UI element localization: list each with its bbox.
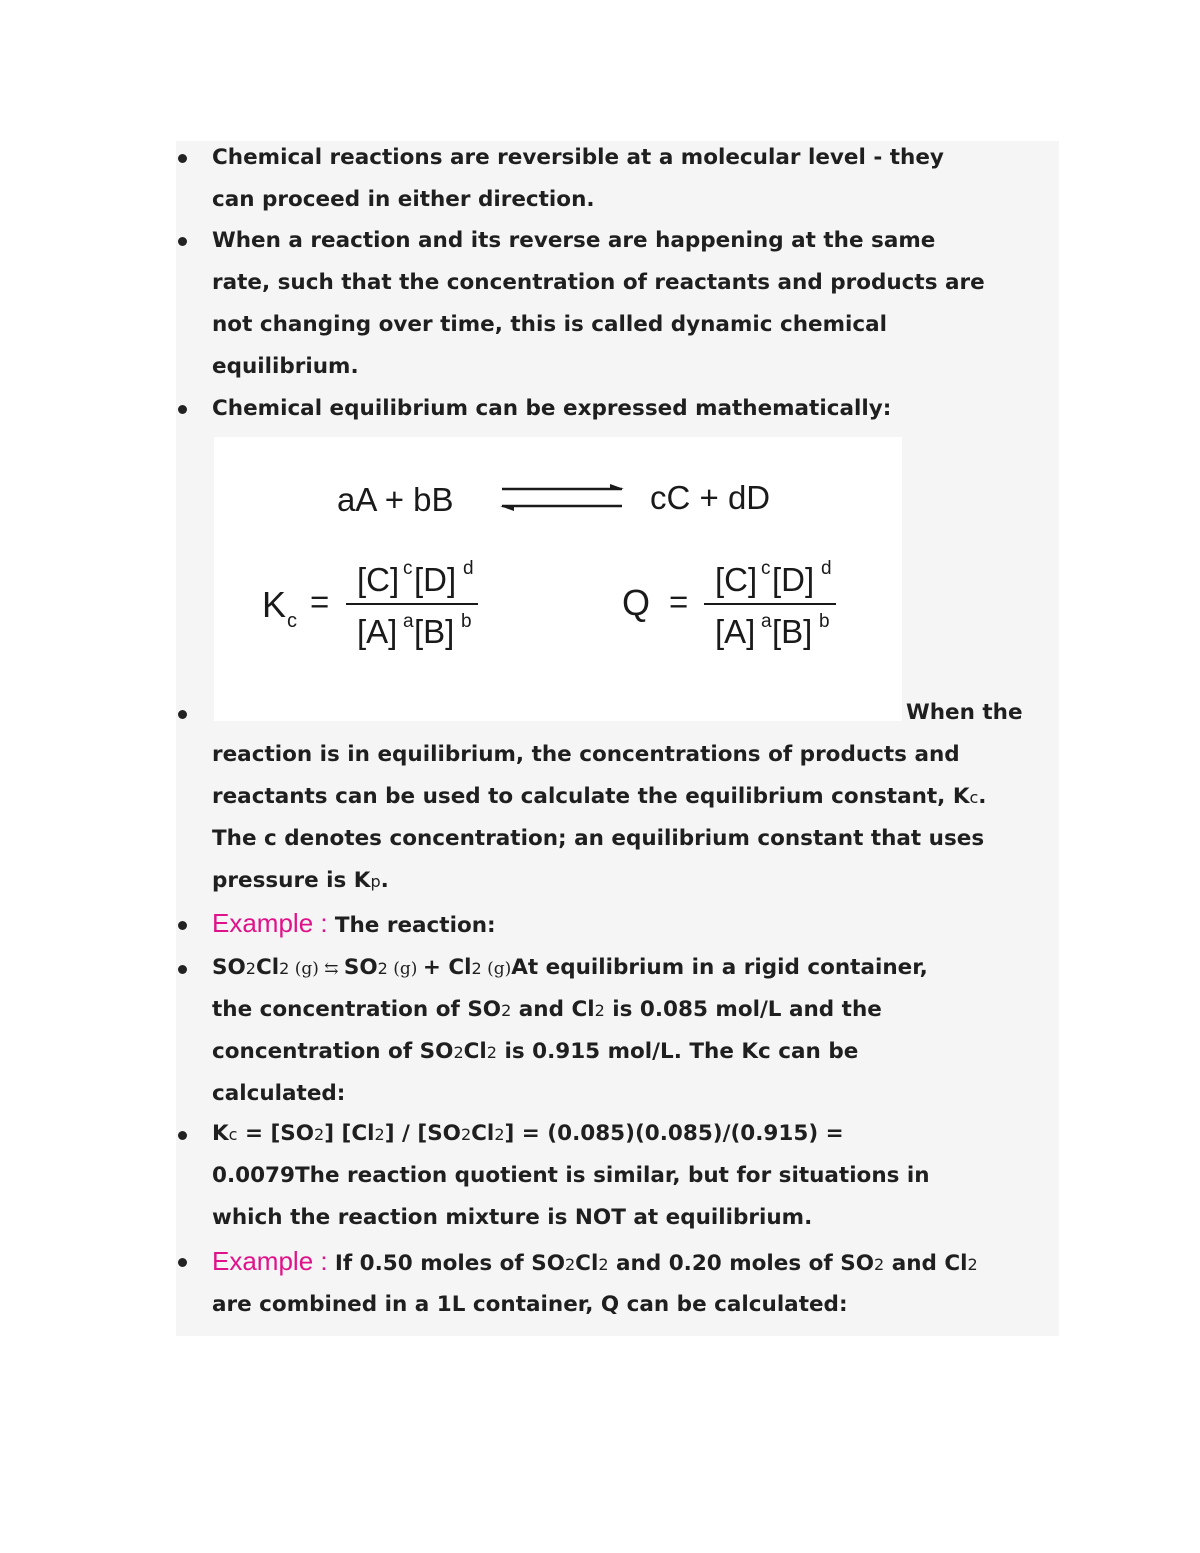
- bullet-kc-calculation: [212, 1113, 1062, 1239]
- kc-numerator-d: [D]: [414, 561, 457, 598]
- q-denominator-a-exp: a: [761, 611, 772, 632]
- q-symbol: Q: [622, 582, 651, 623]
- kc-equals: =: [310, 583, 330, 620]
- bullet-dot: [178, 237, 187, 246]
- text-fragment: and Cl: [511, 997, 595, 1022]
- text-line: rate, such that the concentration of reactants and products are: [212, 270, 985, 295]
- equilibrium-arrows-icon: [500, 484, 624, 511]
- kc-symbol: K: [262, 584, 287, 625]
- text-line: [212, 989, 1062, 1031]
- bullet-dot: [178, 965, 187, 974]
- text-fragment: and 0.20 moles of SO: [608, 1251, 875, 1276]
- subscript: p: [370, 872, 381, 891]
- text-line: 0.0079The reaction quotient is similar, but for situations in: [212, 1163, 930, 1188]
- text-line: [212, 947, 1062, 989]
- text-line: can proceed in either direction.: [212, 187, 595, 212]
- bullet-dot: [178, 154, 187, 163]
- text-fragment: (g): [481, 959, 512, 979]
- text-line: [212, 776, 1062, 818]
- subscript: 2: [471, 959, 482, 978]
- text-fragment: ] = (0.085)(0.085)/(0.915) =: [504, 1121, 844, 1146]
- example-label: Example :: [212, 908, 335, 938]
- text-line: [212, 1240, 1062, 1282]
- text-line: Chemical reactions are reversible at a molecular level - they: [212, 145, 944, 170]
- subscript: 2: [374, 1125, 385, 1144]
- subscript: c: [969, 788, 979, 807]
- text-line: Chemical equilibrium can be expressed mathematically:: [212, 396, 892, 421]
- subscript: 2: [486, 1043, 497, 1062]
- subscript: 2: [279, 959, 290, 978]
- subscript: 2: [598, 1255, 609, 1274]
- text-fragment: concentration of SO: [212, 1039, 454, 1064]
- text-fragment: Cl: [575, 1251, 599, 1276]
- text-line: [212, 1031, 1062, 1073]
- bullet-dot: [178, 1258, 187, 1267]
- subscript: 2: [245, 959, 256, 978]
- q-denominator-a: [A]: [715, 613, 756, 650]
- text-line: The c denotes concentration; an equilibrium constant that uses: [212, 826, 985, 851]
- bullet-so2cl2-reaction: [212, 947, 1062, 1115]
- bullet-example-reaction: [212, 902, 1062, 944]
- subscript: 2: [501, 1001, 512, 1020]
- text-fragment: + Cl: [422, 955, 472, 980]
- text-fragment: is 0.085 mol/L and the: [604, 997, 882, 1022]
- text-fragment: Cl: [463, 1039, 487, 1064]
- text-fragment: ] [Cl: [324, 1121, 375, 1146]
- text-line: which the reaction mixture is NOT at equilibrium.: [212, 1205, 813, 1230]
- bullet-dynamic-equilibrium: [212, 220, 1062, 388]
- text-fragment: and Cl: [884, 1251, 968, 1276]
- q-numerator-d: [D]: [772, 561, 815, 598]
- text-line: are combined in a 1L container, Q can be calculated:: [212, 1292, 848, 1317]
- subscript: 2: [460, 1125, 472, 1144]
- bullet-dot: [178, 405, 187, 414]
- text-fragment: (g): [387, 959, 423, 979]
- kc-subscript: c: [287, 610, 297, 632]
- text-line: equilibrium.: [212, 354, 359, 379]
- text-fragment: When the: [906, 700, 1023, 725]
- subscript: 2: [564, 1255, 576, 1274]
- text-fragment: At equilibrium in a rigid container,: [511, 955, 928, 980]
- text-line: When a reaction and its reverse are happening at the same: [212, 228, 936, 253]
- text-fragment: ] / [SO: [384, 1121, 461, 1146]
- text-fragment: pressure is K: [212, 868, 371, 893]
- kc-numerator-c: [C]: [357, 561, 400, 598]
- subscript: 2: [314, 1125, 325, 1144]
- text-fragment: SO: [343, 955, 378, 980]
- text-fragment: (g) ⇆: [289, 959, 344, 979]
- q-numerator-c-exp: c: [761, 558, 771, 579]
- text-line: [212, 902, 1062, 944]
- text-fragment: SO: [212, 955, 246, 980]
- text-fragment: = [SO: [237, 1121, 315, 1146]
- kc-denominator-a: [A]: [357, 613, 398, 650]
- bullet-reversible: [212, 137, 1062, 221]
- q-denominator-b-exp: b: [819, 611, 830, 632]
- subscript: 2: [494, 1125, 505, 1144]
- kc-denominator-b-exp: b: [461, 611, 472, 632]
- kc-denominator-b: [B]: [414, 613, 455, 650]
- bullet-equilibrium-constant: [212, 692, 1062, 902]
- q-equals: =: [669, 583, 689, 620]
- text-fragment: reactants can be used to calculate the equilibrium constant, K: [212, 784, 970, 809]
- reaction-left: aA + bB: [337, 481, 454, 518]
- bullet-dot: [178, 1131, 187, 1140]
- kc-denominator-a-exp: a: [403, 611, 414, 632]
- text-line: not changing over time, this is called dynamic chemical: [212, 312, 887, 337]
- kc-numerator-c-exp: c: [403, 558, 413, 579]
- text-line: [212, 860, 1062, 902]
- q-numerator-c: [C]: [715, 561, 758, 598]
- text-fragment: Cl: [471, 1121, 495, 1146]
- bullet-dot: [178, 710, 187, 719]
- text-fragment: .: [978, 784, 987, 809]
- text-line: calculated:: [212, 1081, 346, 1106]
- text-fragment: Cl: [255, 955, 280, 980]
- subscript: 2: [874, 1255, 885, 1274]
- text-fragment: If 0.50 moles of SO: [334, 1251, 565, 1276]
- text-line: [212, 692, 1062, 734]
- subscript: c: [228, 1125, 238, 1144]
- subscript: 2: [594, 1001, 605, 1020]
- subscript: 2: [967, 1255, 978, 1274]
- text-fragment: is 0.915 mol/L. The Kc can be: [496, 1039, 859, 1064]
- q-numerator-d-exp: d: [821, 558, 832, 579]
- subscript: 2: [453, 1043, 464, 1062]
- text-line: reaction is in equilibrium, the concentrations of products and: [212, 742, 960, 767]
- text-line: [212, 1113, 1062, 1155]
- q-denominator-b: [B]: [772, 613, 813, 650]
- text-fragment: The reaction:: [334, 913, 496, 938]
- example-label: Example :: [212, 1246, 335, 1276]
- text-fragment: the concentration of SO: [212, 997, 502, 1022]
- text-fragment: .: [380, 868, 389, 893]
- reaction-right: cC + dD: [650, 479, 771, 516]
- equilibrium-equation-image: [214, 437, 902, 721]
- text-fragment: K: [212, 1121, 229, 1146]
- bullet-dot: [178, 921, 187, 930]
- bullet-expressed-mathematically: [212, 388, 1062, 430]
- kc-numerator-d-exp: d: [463, 558, 474, 579]
- bullet-example-q: [212, 1240, 1062, 1326]
- subscript: 2: [377, 959, 388, 978]
